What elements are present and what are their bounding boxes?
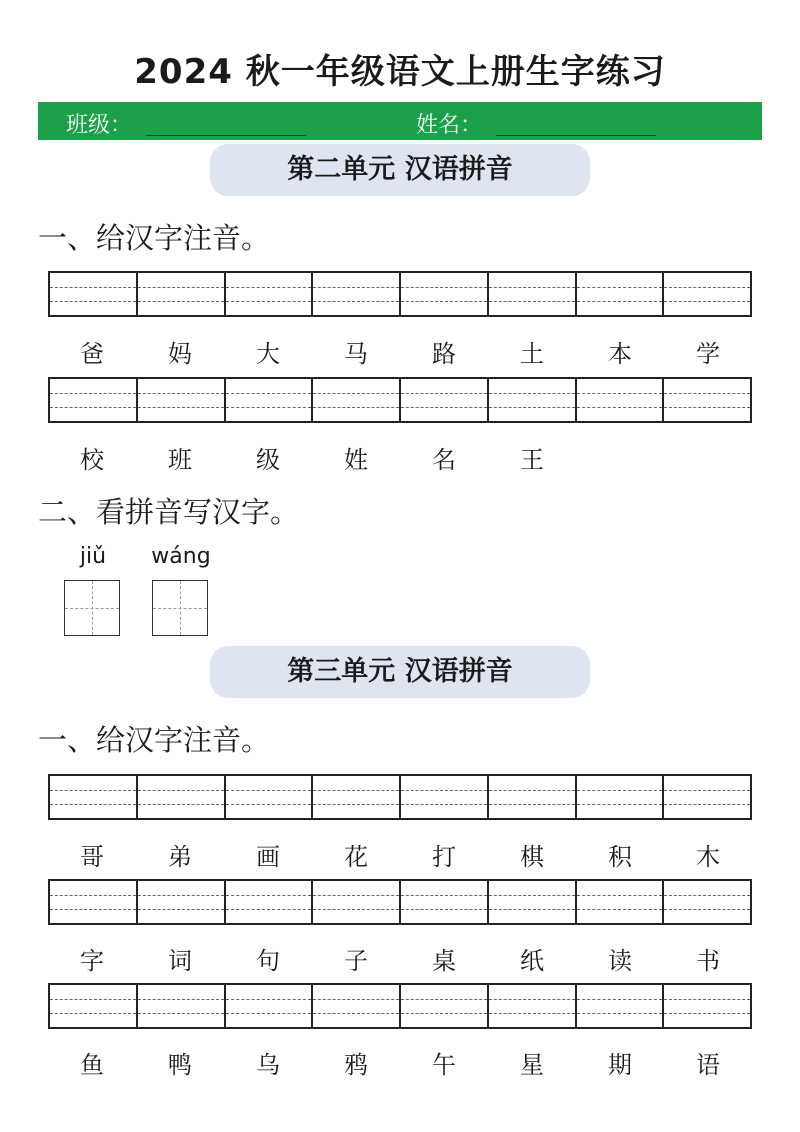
hanzi: 哥 [80,843,104,871]
hanzi: 花 [344,843,368,871]
name-label: 姓名： [416,113,483,138]
hanzi: 画 [256,843,280,871]
pinyin-grid[interactable] [48,377,752,423]
hanzi: 午 [432,1051,456,1079]
class-blank[interactable] [146,135,306,136]
hanzi: 班 [168,446,192,474]
hanzi: 爸 [80,340,104,368]
char-row [48,440,752,475]
hanzi: 棋 [520,843,544,871]
char-row [48,1045,752,1080]
char-row [48,941,752,976]
unit3-question1: 一、给汉字注音。 [38,723,271,757]
hanzi: 土 [520,340,544,368]
pinyin-grid[interactable] [48,983,752,1029]
hanzi: 姓 [344,446,368,474]
hanzi: 句 [256,947,280,975]
char-row [48,837,752,872]
pinyin-grid[interactable] [48,879,752,925]
hanzi: 名 [432,446,456,474]
hanzi: 鸦 [344,1051,368,1079]
hanzi: 乌 [256,1051,280,1079]
hanzi: 级 [256,446,280,474]
hanzi: 学 [696,340,720,368]
hanzi: 纸 [520,947,544,975]
unit3-heading: 第三单元 汉语拼音 [210,646,590,698]
hanzi: 大 [256,340,280,368]
hanzi: 语 [696,1051,720,1079]
pinyin-label: wáng [151,544,211,569]
page-title: 2024 秋一年级语文上册生字练习 [134,52,666,92]
unit2-question1: 一、给汉字注音。 [38,221,271,255]
tianzige-box[interactable] [64,580,120,636]
hanzi [576,440,664,475]
hanzi: 读 [608,947,632,975]
pinyin-label: jiǔ [79,544,107,569]
class-label: 班级： [66,113,133,138]
hanzi: 王 [520,446,544,474]
hanzi: 弟 [168,843,192,871]
hanzi: 桌 [432,947,456,975]
hanzi [664,440,752,475]
tianzige-box[interactable] [152,580,208,636]
pinyin-grid[interactable] [48,271,752,317]
pinyin-grid[interactable] [48,774,752,820]
hanzi: 马 [344,340,368,368]
unit2-heading: 第二单元 汉语拼音 [210,144,590,196]
char-row [48,334,752,369]
hanzi: 词 [168,947,192,975]
hanzi: 鱼 [80,1051,104,1079]
hanzi: 子 [344,947,368,975]
hanzi: 路 [432,340,456,368]
hanzi: 积 [608,843,632,871]
unit2-question2: 二、看拼音写汉字。 [38,495,300,529]
hanzi: 校 [80,446,104,474]
hanzi: 期 [608,1051,632,1079]
hanzi: 书 [696,947,720,975]
hanzi: 打 [432,843,456,871]
hanzi: 字 [80,947,104,975]
info-bar [38,102,762,140]
hanzi: 鸭 [168,1051,192,1079]
hanzi: 妈 [168,340,192,368]
hanzi: 木 [696,843,720,871]
name-blank[interactable] [496,135,656,136]
hanzi: 本 [608,340,632,368]
hanzi: 星 [520,1051,544,1079]
